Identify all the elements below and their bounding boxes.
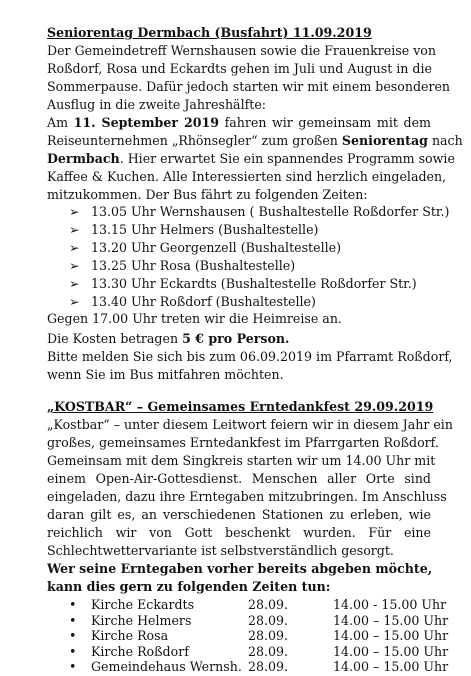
- text-run: Die Kosten betragen: [47, 331, 183, 346]
- intro-line: Der Gemeindetreff Wernshausen sowie die Frauenkreise von: [47, 43, 436, 58]
- bullet-dot-icon: •: [69, 659, 77, 675]
- departure-item: 13.20 Uhr Georgenzell (Bushaltestelle): [91, 240, 341, 255]
- dropoff-date: 28.09.: [248, 597, 289, 612]
- dropoff-time: 14.00 – 15.00 Uhr: [333, 628, 449, 644]
- text-run: fahren wir gemeinsam mit dem: [219, 115, 431, 130]
- bullet-dot-icon: •: [69, 643, 77, 659]
- cost-info: [47, 330, 289, 348]
- arrow-bullet-icon: ➢: [69, 258, 80, 273]
- dropoff-intro: kann dies gern zu folgenden Zeiten tun:: [47, 579, 331, 594]
- paragraph-line: mitzukommen. Der Bus fährt zu folgenden Zeiten:: [47, 187, 368, 202]
- dropoff-date: 28.09.: [248, 659, 289, 675]
- dropoff-place: Kirche Eckardts: [91, 597, 195, 612]
- arrow-bullet-icon: ➢: [69, 294, 80, 309]
- paragraph-line: daran gilt es, an verschiedenen Stationen zu erleben, wie: [47, 507, 431, 522]
- event-date: 11. September 2019: [73, 115, 219, 130]
- paragraph-line: eingeladen, dazu ihre Erntegaben mitzubringen. Im Anschluss: [47, 489, 447, 504]
- paragraph-line: Gemeinsam mit dem Singkreis starten wir um 14.00 Uhr mit: [47, 453, 436, 468]
- arrow-bullet-icon: ➢: [69, 222, 80, 237]
- dropoff-date: 28.09.: [248, 612, 289, 628]
- intro-line: Roßdorf, Rosa und Eckardts gehen im Juli und August in die: [47, 61, 432, 76]
- paragraph-line: einem Open-Air-Gottesdienst. Menschen aller Orte sind: [47, 471, 431, 486]
- dropoff-date: 28.09.: [248, 628, 289, 644]
- paragraph-line: [47, 150, 455, 168]
- cost-amount: 5 € pro Person.: [182, 331, 290, 346]
- dropoff-place: Kirche Roßdorf: [91, 643, 189, 659]
- intro-line: Sommerpause. Dafür jedoch starten wir mit einem besonderen: [47, 79, 451, 94]
- event-name: Seniorentag: [341, 133, 428, 148]
- section1-heading: Seniorentag Dermbach (Busfahrt) 11.09.2019: [47, 25, 372, 40]
- departure-item: 13.05 Uhr Wernshausen ( Bushaltestelle Roßdorfer Str.): [91, 204, 450, 219]
- arrow-bullet-icon: ➢: [69, 204, 80, 219]
- intro-line: Ausflug in die zweite Jahreshälfte:: [47, 97, 267, 112]
- dropoff-place: Kirche Helmers: [91, 612, 192, 628]
- paragraph-line: reichlich wir von Gott beschenkt wurden. Für eine: [47, 525, 431, 540]
- dropoff-time: 14.00 - 15.00 Uhr: [333, 597, 447, 612]
- paragraph-line: [47, 114, 431, 132]
- text-run: . Hier erwartet Sie ein spannendes Programm sowie: [119, 151, 455, 166]
- return-info: Gegen 17.00 Uhr treten wir die Heimreise an.: [47, 311, 342, 326]
- paragraph-line: Kaffee & Kuchen. Alle Interessierten sind herzlich eingeladen,: [47, 169, 447, 184]
- arrow-bullet-icon: ➢: [69, 240, 80, 255]
- departure-item: 13.30 Uhr Eckardts (Bushaltestelle Roßdorfer Str.): [91, 276, 417, 291]
- text-run: Am: [47, 115, 74, 130]
- section2-heading: „KOSTBAR“ – Gemeinsames Erntedankfest 29.09.2019: [47, 399, 434, 414]
- event-place: Dermbach: [47, 151, 120, 166]
- paragraph-line: „Kostbar“ – unter diesem Leitwort feiern wir in diesem Jahr ein: [47, 417, 453, 432]
- arrow-bullet-icon: ➢: [69, 276, 80, 291]
- dropoff-date: 28.09.: [248, 643, 289, 659]
- paragraph-line: [47, 132, 463, 150]
- dropoff-time: 14.00 – 15.00 Uhr: [333, 659, 449, 675]
- registration-info: Bitte melden Sie sich bis zum 06.09.2019 im Pfarramt Roßdorf,: [47, 349, 453, 364]
- departure-item: 13.15 Uhr Helmers (Bushaltestelle): [91, 222, 319, 237]
- registration-info: wenn Sie im Bus mitfahren möchten.: [47, 367, 284, 382]
- dropoff-intro: Wer seine Erntegaben vorher bereits abgeben möchte,: [47, 561, 433, 576]
- paragraph-line: Schlechtwettervariante ist selbstverständlich gesorgt.: [47, 543, 394, 558]
- dropoff-place: Kirche Rosa: [91, 628, 169, 644]
- bullet-dot-icon: •: [69, 597, 77, 612]
- dropoff-place: Gemeindehaus Wernsh.: [91, 659, 242, 675]
- bullet-dot-icon: •: [69, 612, 77, 628]
- text-run: nach: [427, 133, 463, 148]
- departure-item: 13.25 Uhr Rosa (Bushaltestelle): [91, 258, 296, 273]
- paragraph-line: großes, gemeinsames Erntedankfest im Pfarrgarten Roßdorf.: [47, 435, 439, 450]
- departure-item: 13.40 Uhr Roßdorf (Bushaltestelle): [91, 294, 316, 309]
- bullet-dot-icon: •: [69, 628, 77, 644]
- dropoff-time: 14.00 – 15.00 Uhr: [333, 643, 449, 659]
- text-run: Reiseunternehmen „Rhönsegler“ zum großen: [47, 133, 342, 148]
- dropoff-time: 14.00 – 15.00 Uhr: [333, 612, 449, 628]
